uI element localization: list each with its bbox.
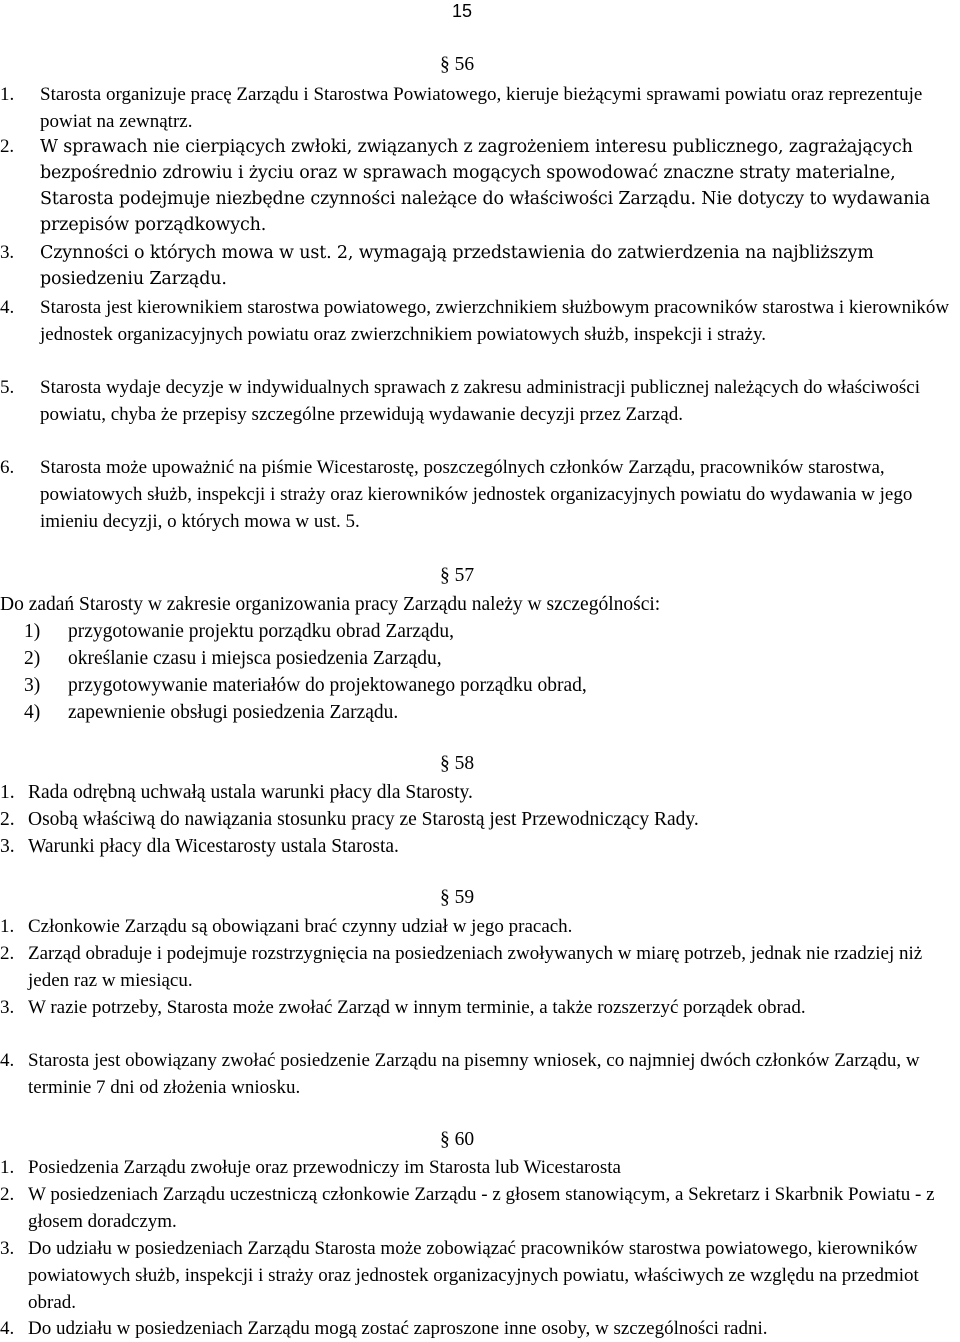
item-number: 1. bbox=[0, 1157, 15, 1178]
page-number: 15 bbox=[452, 1, 473, 21]
item-text: Rada odrębną uchwałą ustala warunki płacy dla Starosty. bbox=[28, 782, 473, 803]
item-text: Starosta jest kierownikiem starostwa powiatowego, zwierzchnikiem służbowym pracowników starostwa i kierowników jednostek organizacyjnych powiatu oraz zwierzchnikiem powiatowych służb, inspekcji i straży. bbox=[40, 297, 950, 345]
item-number: 2. bbox=[0, 136, 14, 157]
item-number: 4. bbox=[0, 1050, 15, 1071]
list-item bbox=[0, 240, 950, 292]
list-item bbox=[0, 294, 950, 348]
list-item bbox=[0, 833, 399, 860]
list-item bbox=[0, 779, 473, 806]
item-number: 1. bbox=[0, 782, 15, 803]
list-item bbox=[24, 672, 587, 699]
item-text: W razie potrzeby, Starosta może zwołać Zarząd w innym terminie, a także rozszerzyć porządek obrad. bbox=[28, 997, 806, 1018]
list-item bbox=[24, 699, 398, 726]
item-text: Członkowie Zarządu są obowiązani brać czynny udział w jego pracach. bbox=[28, 916, 573, 937]
item-number: 3. bbox=[0, 997, 15, 1018]
item-text: Warunki płacy dla Wicestarosty ustala Starosta. bbox=[28, 836, 399, 857]
item-number: 3) bbox=[24, 675, 41, 696]
item-text: Zarząd obraduje i podejmuje rozstrzygnięcia na posiedzeniach zwoływanych w miarę potrzeb, jednak nie rzadziej niż jeden raz w miesiącu. bbox=[28, 943, 923, 991]
list-item bbox=[0, 940, 950, 994]
item-number: 4. bbox=[0, 297, 15, 318]
list-item bbox=[0, 454, 950, 535]
item-text: zapewnienie obsługi posiedzenia Zarządu. bbox=[68, 702, 399, 723]
list-item bbox=[0, 1047, 950, 1101]
item-number: 2) bbox=[24, 648, 41, 669]
list-item bbox=[0, 1315, 958, 1342]
item-text: Osobą właściwą do nawiązania stosunku pracy ze Starostą jest Przewodniczący Rady. bbox=[28, 809, 699, 830]
item-text: Do udziału w posiedzeniach Zarządu Starosta może zobowiązać pracowników starostwa powiatowego, kierowników powiatowych służb, inspekcji i straży oraz jednostek organizacyjnych powiatu, właściwych ze względu na przedmiot obrad. bbox=[28, 1238, 919, 1313]
item-number: 5. bbox=[0, 377, 15, 398]
item-number: 1. bbox=[0, 916, 15, 937]
section-heading-57: § 57 bbox=[440, 565, 475, 586]
item-text: W posiedzeniach Zarządu uczestniczą członkowie Zarządu - z głosem stanowiącym, a Sekretarz i Skarbnik Powiatu - z głosem doradczym. bbox=[28, 1184, 935, 1232]
item-number: 2. bbox=[0, 1184, 15, 1205]
section-heading-56: § 56 bbox=[440, 54, 475, 75]
item-text: Czynności o których mowa w ust. 2, wymagają przedstawienia do zatwierdzenia na najbliższym posiedzeniu Zarządu. bbox=[40, 243, 874, 289]
item-number: 3. bbox=[0, 836, 15, 857]
item-number: 4) bbox=[24, 702, 41, 723]
item-number: 2. bbox=[0, 943, 15, 964]
item-text: Starosta może upoważnić na piśmie Wicestarostę, poszczególnych członków Zarządu, pracowników starostwa, powiatowych służb, inspekcji i straży oraz kierowników jednostek organizacyjnych powiatu do wydawania w jego imieniu decyzji, o których mowa w ust. 5. bbox=[40, 457, 913, 532]
item-text: określanie czasu i miejsca posiedzenia Zarządu, bbox=[68, 648, 442, 669]
item-number: 1) bbox=[24, 621, 41, 642]
section-intro: Do zadań Starosty w zakresie organizowania pracy Zarządu należy w szczególności: bbox=[0, 594, 661, 615]
item-text: Starosta wydaje decyzje w indywidualnych sprawach z zakresu administracji publicznej należących do właściwości powiatu, chyba że przepisy szczególne przewidują wydawanie decyzji przez Zarząd. bbox=[40, 377, 921, 425]
section-heading-60: § 60 bbox=[440, 1129, 475, 1150]
item-number: 2. bbox=[0, 809, 15, 830]
list-item bbox=[0, 1154, 950, 1181]
list-item bbox=[0, 81, 950, 135]
item-number: 1. bbox=[0, 84, 15, 105]
item-number: 6. bbox=[0, 457, 15, 478]
list-item bbox=[0, 994, 950, 1021]
item-text: Starosta organizuje pracę Zarządu i Starostwa Powiatowego, kieruje bieżącymi sprawami powiatu oraz reprezentuje powiat na zewnątrz. bbox=[40, 84, 923, 132]
list-item bbox=[0, 1235, 950, 1316]
list-item bbox=[0, 913, 950, 940]
list-item bbox=[0, 806, 699, 833]
item-text: przygotowanie projektu porządku obrad Zarządu, bbox=[68, 621, 455, 642]
list-item bbox=[0, 134, 950, 238]
item-text: W sprawach nie cierpiących zwłoki, związanych z zagrożeniem interesu publicznego, zagrażających bezpośrednio zdrowiu i życiu oraz w sprawach mogących spowodować znaczne straty materialne, Starosta podejmuje niezbędne czynności należące do właściwości Zarządu. Nie dotyczy to wydawania przepisów porządkowych. bbox=[40, 137, 930, 235]
list-item bbox=[0, 1181, 950, 1235]
item-text: Starosta jest obowiązany zwołać posiedzenie Zarządu na pisemny wniosek, co najmniej dwóch członków Zarządu, w terminie 7 dni od złożenia wniosku. bbox=[28, 1050, 920, 1098]
item-text: przygotowywanie materiałów do projektowanego porządku obrad, bbox=[68, 675, 587, 696]
item-text: Do udziału w posiedzeniach Zarządu mogą zostać zaproszone inne osoby, w szczególności radni. bbox=[28, 1318, 768, 1339]
section-heading-59: § 59 bbox=[440, 887, 475, 908]
list-item bbox=[0, 374, 958, 428]
section-heading-58: § 58 bbox=[440, 753, 475, 774]
item-number: 4. bbox=[0, 1318, 15, 1339]
item-number: 3. bbox=[0, 1238, 15, 1259]
list-item bbox=[24, 645, 442, 672]
list-item bbox=[24, 618, 454, 645]
item-number: 3. bbox=[0, 242, 14, 263]
item-text: Posiedzenia Zarządu zwołuje oraz przewodniczy im Starosta lub Wicestarosta bbox=[28, 1157, 621, 1178]
